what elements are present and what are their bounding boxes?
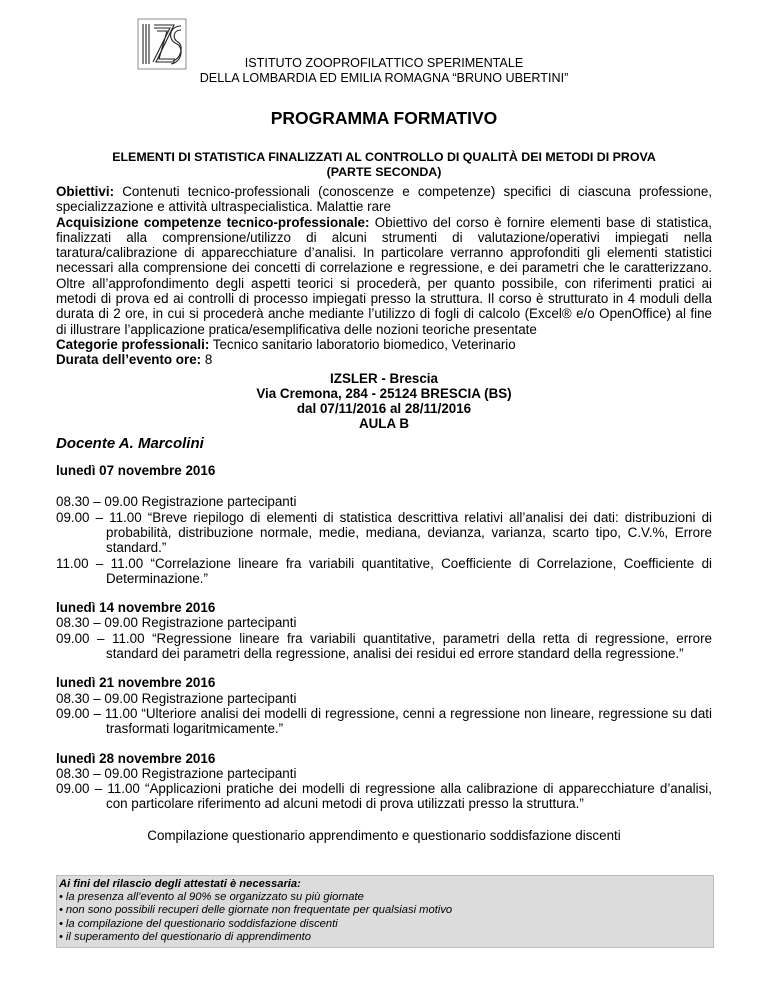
venue-name: IZSLER - Brescia [330,370,438,386]
acquisizione-text: Obiettivo del corso è fornire elementi base di statistica, finalizzati alla comprensione/utilizzo di alcuni strumenti di valutazione/operativi impiegati nella taratura/calibrazione di apparecchiature d’analisi. In particolare verranno approfonditi gli elementi statistici necessari alla comprensione dei concetti di correlazione e regressione, e dei parametri che le caratterizzano. Oltre all’approfondimento degli aspetti teorici si procederà, per quanto possibile, con riferimenti pratici ai metodi di prova ed ai controlli di processo impiegati presso la struttura. Il corso è strutturato in 4 moduli della durata di 2 ore, in cui si procederà anche mediante l’utilizzo di fogli di calcolo (Excel® e/o OpenOffice) al fine di illustrare l’applicazione pratica/esemplificativa delle nozioni teoriche presentate [56,214,713,337]
course-title-line-2: (PARTE SECONDA) [326,165,442,179]
day-heading: lunedì 07 novembre 2016 [56,463,216,479]
categorie-paragraph [56,337,712,352]
schedule-item: 08.30 – 09.00 Registrazione partecipanti [56,690,297,706]
requirement-item: • la presenza all’evento al 90% se organizzato su più giornate [59,891,711,904]
schedule-item: 09.00 – 11.00 “Ulteriore analisi dei modelli di regressione, cenni a regressione non lineare, regressione su dati trasformati logaritmicamente.” [56,705,712,737]
requirement-item: • non sono possibili recuperi delle giornate non frequentate per qualsiasi motivo [59,904,711,917]
document-body [56,184,712,843]
venue-address: Via Cremona, 284 - 25124 BRESCIA (BS) [256,385,512,401]
schedule-item: 11.00 – 11.00 “Correlazione lineare fra variabili quantitative, Coefficiente di Correlazione, Coefficiente di Determinazione.” [56,555,712,586]
course-title-line-1: ELEMENTI DI STATISTICA FINALIZZATI AL CONTROLLO DI QUALITÀ DEI METODI DI PROVA [112,150,656,164]
docente-heading: Docente A. Marcolini [56,434,204,452]
venue-dates: dal 07/11/2016 al 28/11/2016 [296,401,472,417]
questionnaire-note: Compilazione questionario apprendimento e questionario soddisfazione discenti [147,827,621,843]
requirements-box [56,875,714,948]
page-title: PROGRAMMA FORMATIVO [270,108,498,128]
obiettivi-label: Obiettivi: [56,184,115,199]
institute-name [0,56,768,86]
day-heading: lunedì 28 novembre 2016 [56,750,216,766]
categorie-label: Categorie professionali: [56,336,210,352]
schedule-item: 08.30 – 09.00 Registrazione partecipanti [56,615,297,631]
schedule-item: 08.30 – 09.00 Registrazione partecipanti [56,494,297,510]
institute-line-2: DELLA LOMBARDIA ED EMILIA ROMAGNA “BRUNO UBERTINI” [199,71,569,85]
durata-label: Durata dell’evento ore: [56,352,202,368]
schedule-item: 09.00 – 11.00 “Applicazioni pratiche dei modelli di regressione alla calibrazione di apparecchiature d’analisi, con particolare riferimento ad alcuni metodi di prova utilizzati presso la struttura.” [56,781,712,812]
categorie-text: Tecnico sanitario laboratorio biomedico, Veterinario [209,336,516,352]
acquisizione-label: Acquisizione competenze tecnico-professionale: [56,214,370,230]
day-heading: lunedì 21 novembre 2016 [56,675,216,691]
schedule-item: 09.00 – 11.00 “Regressione lineare fra variabili quantitative, parametri della retta di regressione, errore standard dei parametri della regressione, analisi dei residui ed errore standard della regressione.” [56,630,712,662]
durata-paragraph [56,352,712,367]
venue-room: AULA B [358,416,410,432]
day-heading: lunedì 14 novembre 2016 [56,600,216,616]
requirements-title: Ai fini del rilascio degli attestati è necessaria: [59,878,301,890]
schedule-item: 08.30 – 09.00 Registrazione partecipanti [56,765,297,781]
course-title [40,150,728,180]
obiettivi-paragraph [56,184,712,215]
schedule-item: 09.00 – 11.00 “Breve riepilogo di elementi di statistica descrittiva relativi all’analisi dei dati: distribuzioni di probabilità, distribuzione normale, medie, mediana, devianza, varianza, scarto tipo, C.V.%, Errore standard.” [56,509,712,556]
obiettivi-text: Contenuti tecnico-professionali (conoscenze e competenze) specifici di ciascuna professione, specializzazione e attività ultraspecialistica. Malattie rare [56,184,712,215]
acquisizione-paragraph [56,215,712,337]
requirement-item: • la compilazione del questionario soddisfazione discenti [59,918,711,931]
requirement-item: • il superamento del questionario di apprendimento [59,931,711,944]
durata-text: 8 [201,352,213,368]
institute-line-1: ISTITUTO ZOOPROFILATTICO SPERIMENTALE [244,56,524,70]
venue-block [56,371,712,432]
